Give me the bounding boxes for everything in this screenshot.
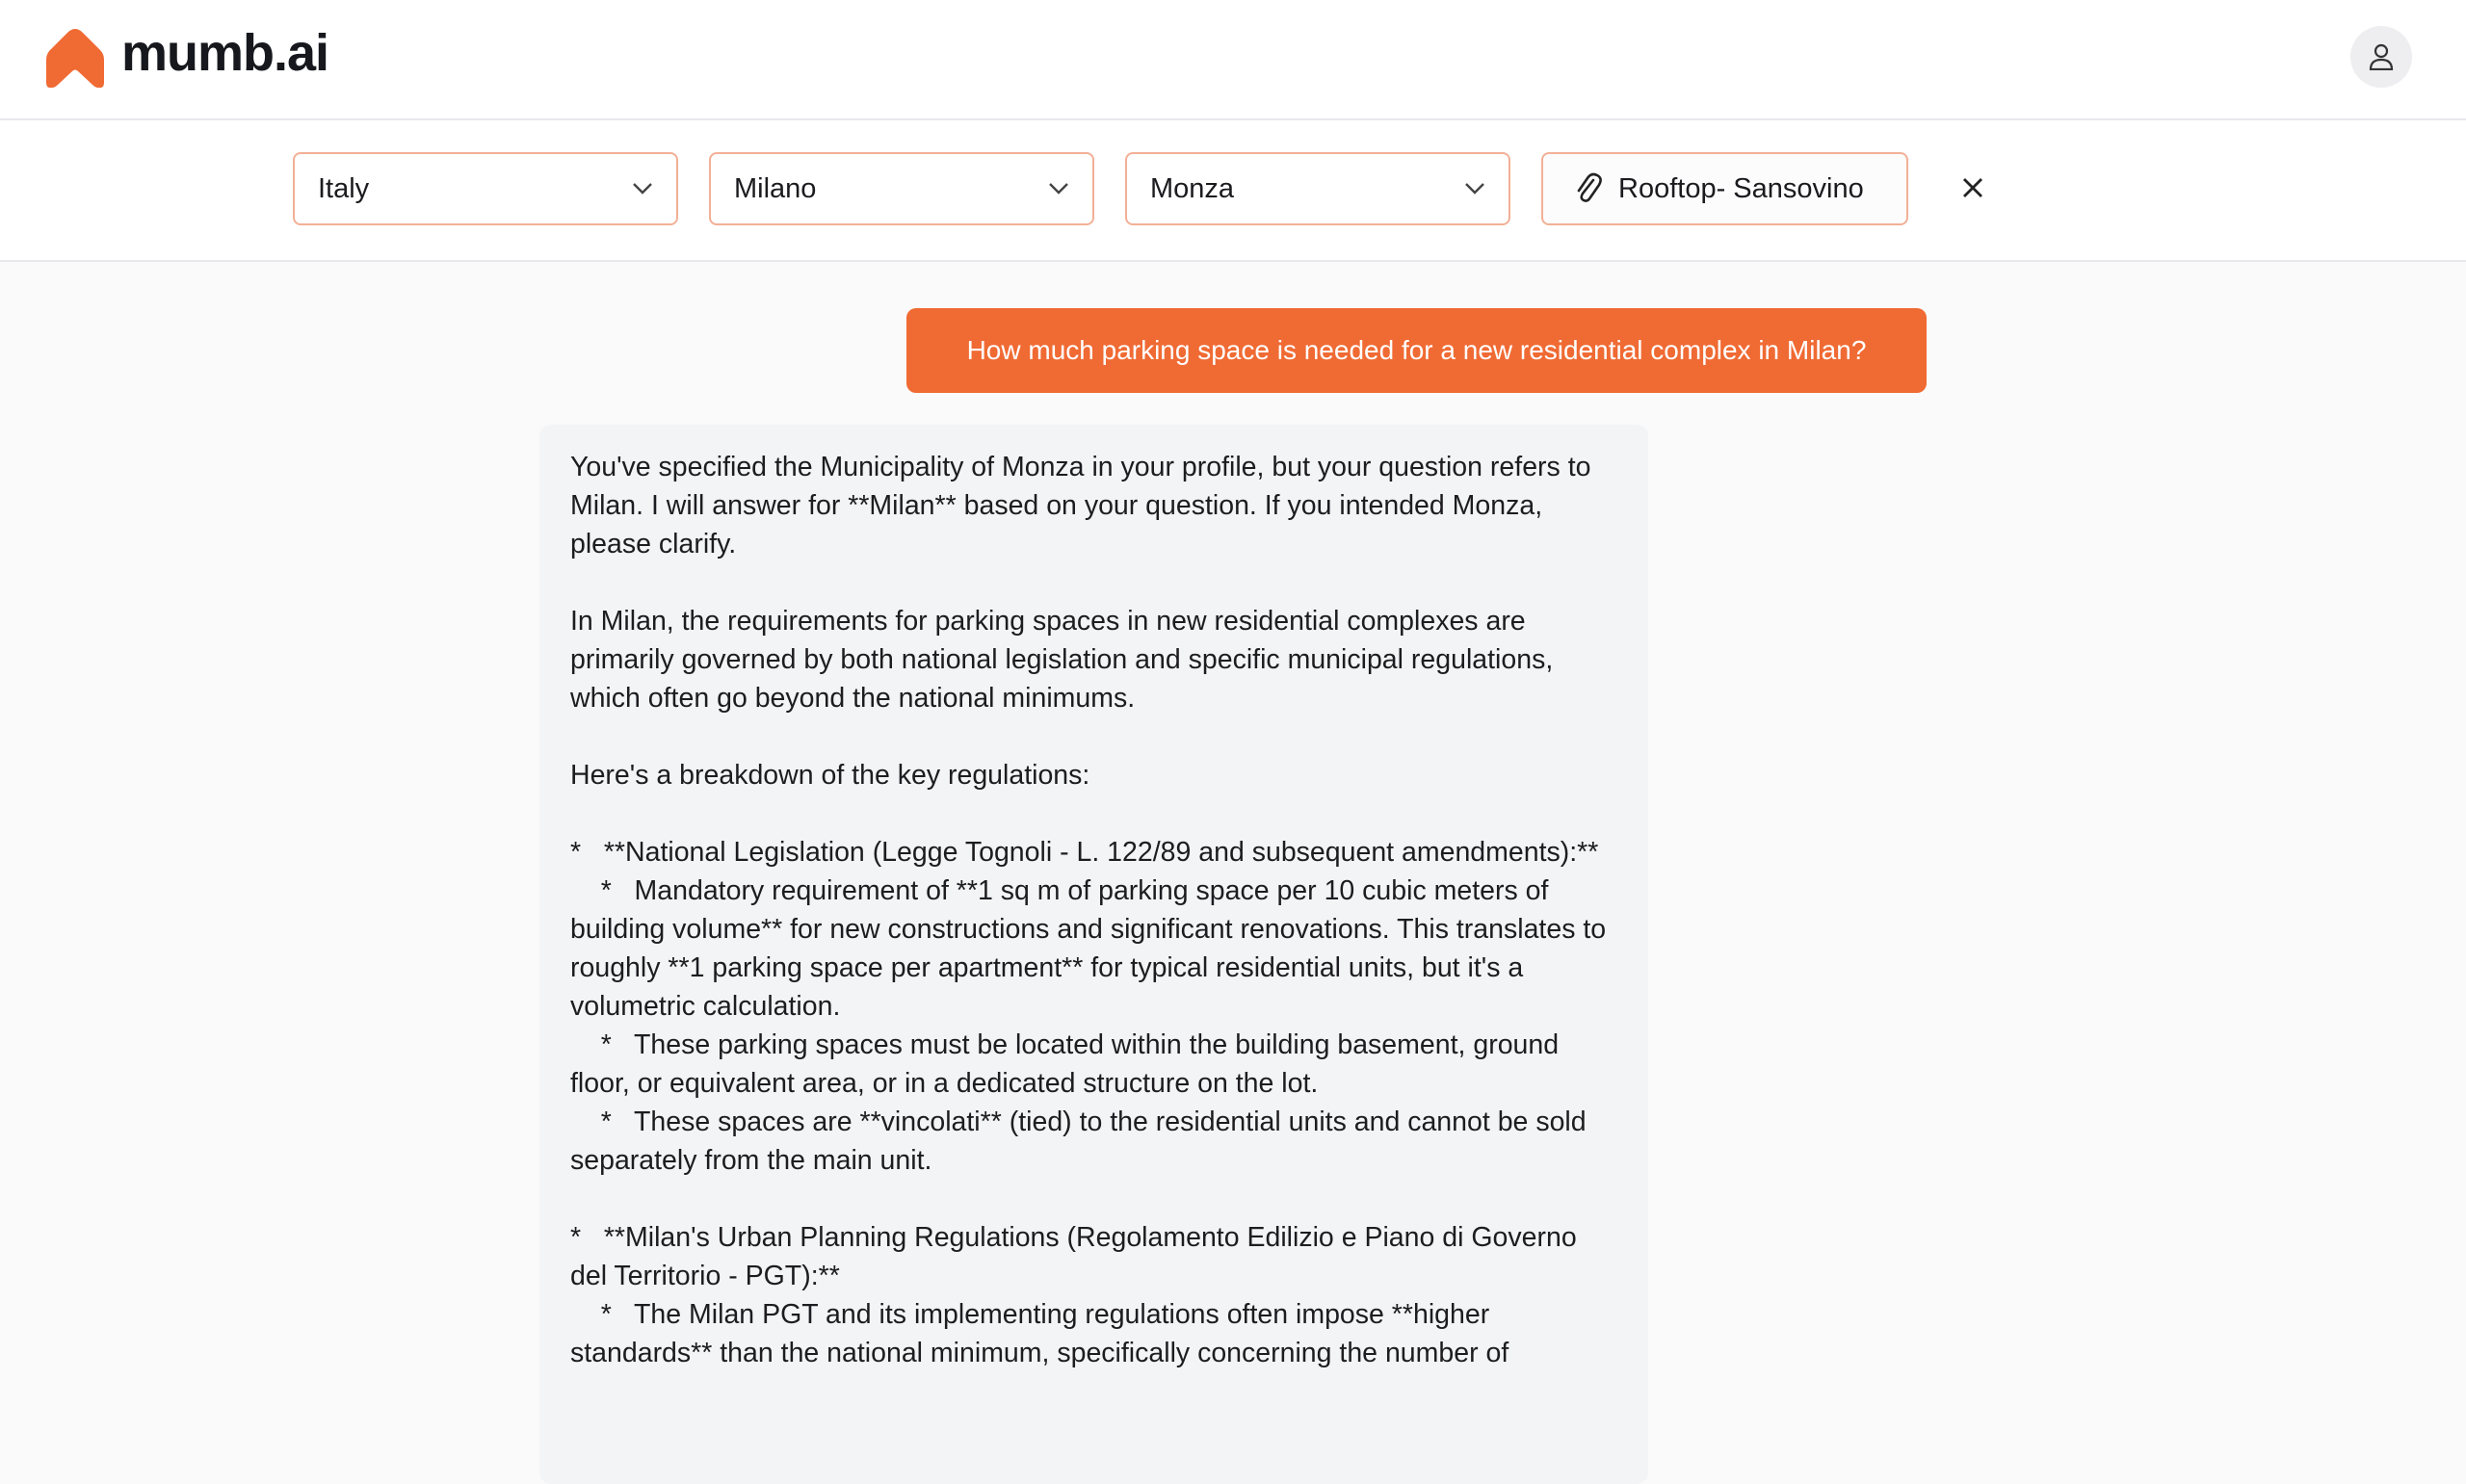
filter-bar [0, 120, 2466, 262]
chevron-down-icon [1464, 182, 1485, 195]
municipality-select[interactable] [1125, 152, 1510, 225]
logo-icon [45, 27, 105, 90]
chevron-down-icon [1048, 182, 1069, 195]
user-avatar-button[interactable] [2350, 26, 2412, 88]
province-select[interactable] [709, 152, 1094, 225]
chevron-down-icon [632, 182, 653, 195]
attachment-chip[interactable] [1541, 152, 1908, 225]
top-header [0, 0, 2466, 120]
paperclip-icon [1574, 172, 1603, 205]
clear-filters-button[interactable] [1955, 170, 1990, 205]
attachment-name: Rooftop- Sansovino [1618, 172, 1864, 204]
assistant-message: You've specified the Municipality of Monza in your profile, but your question refers to Milan. I will answer for **Milan** based on your question. If you intended Monza, please clarify. In Milan, the requirements for parking spaces in new residential complexes are primarily governed by both national legislation and specific municipal regulations, which often go beyond the national minimums. Here's a breakdown of the key regulations: * **National Legislation (Legge Tognoli - L. 122/89 and subsequent amendments):** * Mandatory requirement of **1 sq m of parking space per 10 cubic meters of building volume** for new constructions and significant renovations. This translates to roughly **1 parking space per apartment** for typical residential units, but it's a volumetric calculation. * These parking spaces must be located within the building basement, ground floor, or equivalent area, or in a dedicated structure on the lot. * These spaces are **vincolati** (tied) to the residential units and cannot be sold separately from the main unit. * **Milan's Urban Planning Regulations (Regolamento Edilizio e Piano di Governo del Territorio - PGT):** * The Milan PGT and its implementing regulations often impose **higher standards** than the national minimum, specifically concerning the number of [539, 425, 1648, 1484]
province-value: Milano [734, 172, 817, 204]
municipality-value: Monza [1150, 172, 1235, 204]
user-message: How much parking space is needed for a new residential complex in Milan? [906, 308, 1927, 393]
brand-name[interactable]: mumb.ai [121, 24, 329, 82]
user-icon [2369, 43, 2394, 70]
country-select[interactable] [293, 152, 678, 225]
close-icon [1962, 177, 1983, 198]
country-value: Italy [318, 172, 370, 204]
